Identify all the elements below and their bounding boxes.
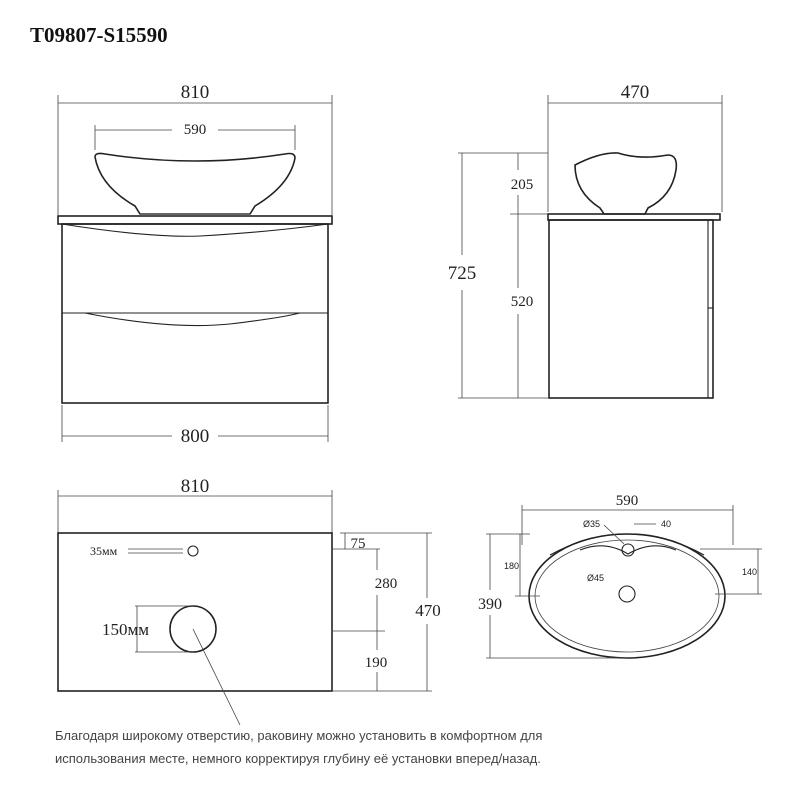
drain-offset-label: 190 <box>364 655 388 671</box>
drain-hole-label: 150мм <box>102 620 150 639</box>
top-view <box>58 476 441 725</box>
front-countertop <box>58 216 332 224</box>
side-total-height-label: 725 <box>447 263 477 284</box>
front-bowl-width-label: 590 <box>183 122 207 138</box>
bowl-width-label: 590 <box>615 493 639 509</box>
bowl-inner <box>535 540 719 652</box>
side-cabinet-height-label: 520 <box>510 294 534 310</box>
side-bowl <box>575 153 676 214</box>
side-countertop <box>548 214 720 220</box>
front-cabinet-width-label: 800 <box>180 426 210 447</box>
side-bowl-height-label: 205 <box>510 177 534 193</box>
bowl-outer <box>529 534 725 658</box>
bowl-depth-label: 390 <box>478 596 502 613</box>
overflow-offset-label: 40 <box>661 519 672 529</box>
drain-diameter-label: Ø45 <box>587 573 605 583</box>
side-depth-label: 470 <box>620 82 650 103</box>
model-title: T09807-S15590 <box>30 23 168 47</box>
faucet-hole-label: 35мм <box>90 544 118 558</box>
hole-spacing-label: 280 <box>374 576 398 592</box>
front-top-width-label: 810 <box>180 82 210 103</box>
bowl-inner-height-label: 140 <box>742 567 758 577</box>
bowl-top-view <box>478 493 762 658</box>
front-bowl <box>95 153 295 214</box>
top-depth-label: 470 <box>415 601 441 620</box>
side-cabinet <box>549 220 713 398</box>
overflow-diameter-label: Ø35 <box>583 519 601 529</box>
front-view <box>58 82 332 447</box>
top-width-label: 810 <box>180 476 210 497</box>
side-view <box>448 82 722 398</box>
faucet-offset-label: 75 <box>350 536 366 552</box>
bowl-inner-depth-label: 180 <box>504 561 520 571</box>
note-line-2: использования месте, немного корректируя глубину её установки вперед/назад. <box>55 751 541 766</box>
note-line-1: Благодаря широкому отверстию, раковину можно установить в комфортном для <box>55 728 543 743</box>
bowl-drain-hole <box>619 586 635 602</box>
faucet-hole <box>188 546 198 556</box>
